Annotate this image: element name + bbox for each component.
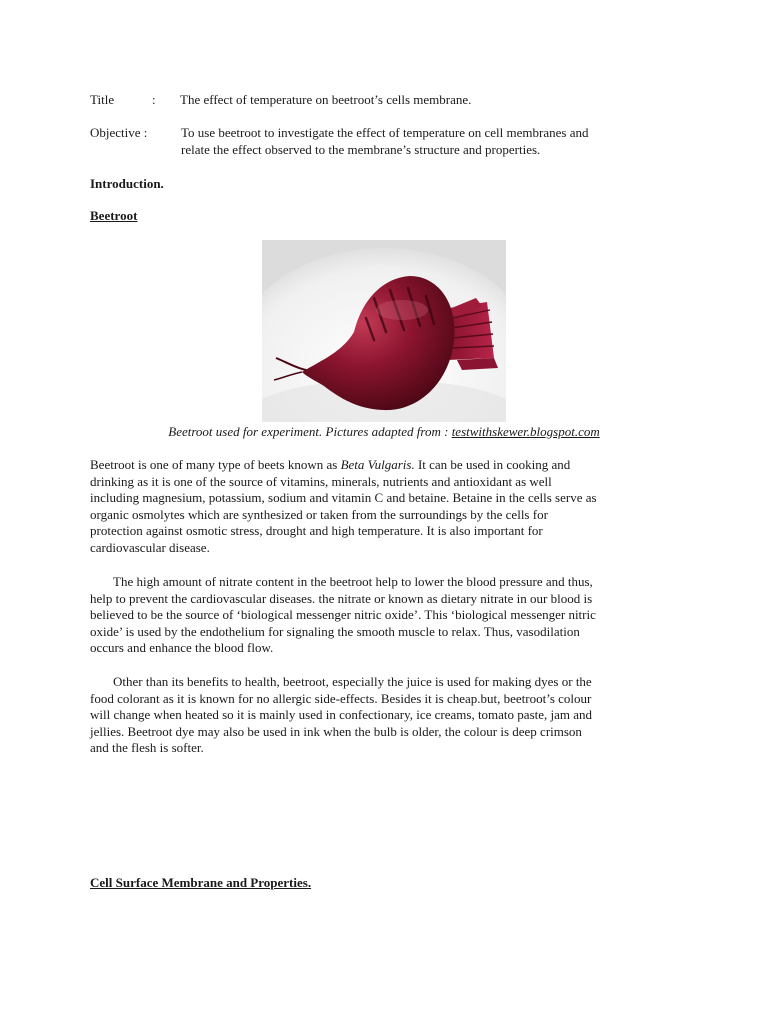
paragraph-line: and the flesh is softer. bbox=[90, 740, 204, 756]
paragraph-line: cardiovascular disease. bbox=[90, 539, 210, 555]
paragraph-nitrate bbox=[90, 574, 690, 657]
paragraph-line: occurs and enhance the blood flow. bbox=[90, 640, 274, 656]
objective-line: relate the effect observed to the membrane’s structure and properties. bbox=[181, 142, 541, 157]
caption-text: Beetroot used for experiment. Pictures adapted from : bbox=[168, 424, 452, 439]
text-run: It can be used in cooking and bbox=[414, 457, 571, 472]
paragraph-dye-uses bbox=[90, 674, 690, 757]
paragraph-line: help to prevent the cardiovascular diseases. the nitrate or known as dietary nitrate in our blood is bbox=[90, 590, 593, 606]
paragraph-line: Other than its benefits to health, beetroot, especially the juice is used for making dyes or the bbox=[113, 674, 592, 689]
objective-label: Objective : bbox=[90, 125, 148, 140]
figure-caption bbox=[0, 423, 768, 440]
paragraph-line: including magnesium, potassium, sodium and vitamin C and betaine. Betaine in the cells serve as bbox=[90, 490, 597, 506]
beetroot-heading: Beetroot bbox=[90, 208, 138, 223]
objective-line: To use beetroot to investigate the effect of temperature on cell membranes and bbox=[181, 125, 589, 140]
title-label: Title bbox=[90, 92, 115, 107]
beetroot-illustration bbox=[262, 240, 506, 422]
paragraph-line: drinking as it is one of the source of vitamins, minerals, nutrients and antioxidant as well bbox=[90, 473, 552, 489]
paragraph-line: organic osmolytes which are synthesized or taken from the surroundings by the cells for bbox=[90, 506, 548, 522]
paragraph-line: jellies. Beetroot dye may also be used in ink when the bulb is older, the colour is deep crimson bbox=[90, 723, 582, 739]
caption-source-link[interactable]: testwithskewer.blogspot.com bbox=[451, 424, 600, 439]
paragraph-line bbox=[90, 457, 690, 474]
paragraph-line: believed to be the source of ‘biological messenger nitric oxide’. This ‘biological messenger nitric bbox=[90, 607, 596, 623]
paragraph-line: food colorant as it is known for no allergic side-effects. Besides it is cheap.but, beetroot’s colour bbox=[90, 690, 592, 706]
title-colon: : bbox=[152, 92, 156, 107]
paragraph-line: will change when heated so it is mainly used in confectionary, ice creams, tomato paste, jam and bbox=[90, 707, 593, 723]
introduction-heading: Introduction. bbox=[90, 176, 164, 191]
text-run: Beetroot is one of many type of beets known as bbox=[90, 457, 341, 472]
scientific-name: Beta Vulgaris. bbox=[340, 457, 415, 472]
paragraph-line: The high amount of nitrate content in the beetroot help to lower the blood pressure and thus, bbox=[113, 574, 593, 589]
paragraph-line: oxide’ is used by the endothelium for signaling the smooth muscle to relax. Thus, vasodilation bbox=[90, 623, 580, 639]
cell-membrane-heading: Cell Surface Membrane and Properties. bbox=[90, 875, 312, 890]
paragraph-line: protection against osmotic stress, drought and high temperature. It is also important for bbox=[90, 523, 543, 539]
title-value: The effect of temperature on beetroot’s cells membrane. bbox=[180, 92, 472, 107]
paragraph-beetroot-intro bbox=[90, 457, 690, 557]
beetroot-photo bbox=[262, 240, 506, 422]
